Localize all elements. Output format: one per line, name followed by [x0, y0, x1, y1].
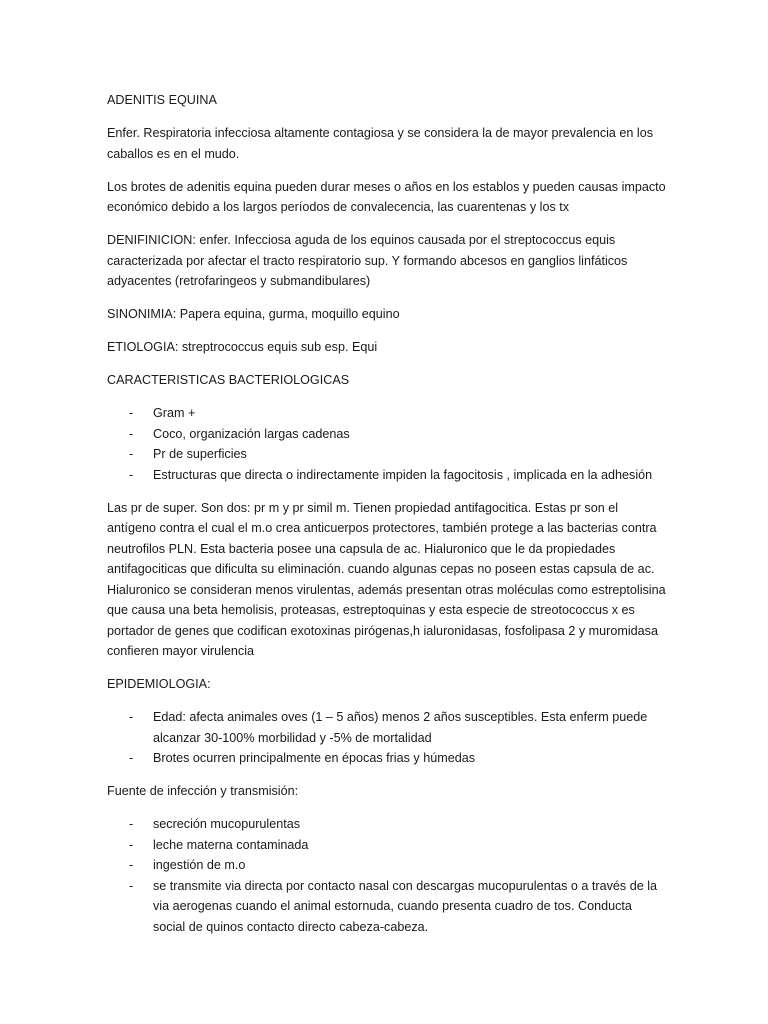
epidemiologia-heading: EPIDEMIOLOGIA:: [107, 677, 211, 691]
dash-bullet: -: [129, 878, 134, 893]
document-page: [107, 90, 667, 950]
proteinas-superficie-paragraph: Las pr de super. Son dos: pr m y pr simil m. Tienen propiedad antifagocitica. Estas pr son el antígeno contra el cual el m.o crea anticuerpos protectores, también protege a las bacterias contra neutrofilos PLN. Esta bacteria posee una capsula de ac. Hialuronico que le da propiedades antifagociticas que dificulta su eliminación. cuando algunas cepas no poseen estas capsula de ac. Hialuronico se consideran menos virulentas, además presentan otras moléculas como estreptolisina que causa una beta hemolisis, proteasas, estreptoquinas y esta especie de streotococcus x es portador de genes que codifican exotoxinas pirógenas,h ialuronidasas, fosfolipasa 2 y muromidasa confieren mayor virulencia: [107, 500, 666, 658]
list-item: [107, 424, 667, 445]
list-item: [107, 707, 667, 748]
caracteristicas-list: [107, 403, 667, 485]
dash-bullet: -: [129, 837, 134, 852]
sinonimia-paragraph: SINONIMIA: Papera equina, gurma, moquillo equino: [107, 307, 400, 321]
intro-paragraph: Enfer. Respiratoria infecciosa altamente contagiosa y se considera la de mayor prevalencia en los caballos es en el mudo.: [107, 126, 654, 161]
list-item-text: secreción mucopurulentas: [153, 817, 301, 831]
list-item-text: Gram +: [153, 406, 196, 420]
list-item-text: Estructuras que directa o indirectamente impiden la fagocitosis , implicada en la adhesión: [153, 467, 653, 482]
list-item: [107, 876, 667, 938]
fuente-heading: Fuente de infección y transmisión:: [107, 784, 299, 798]
list-item-text: Edad: afecta animales oves (1 – 5 años) menos 2 años susceptibles. Esta enferm puede alcanzar 30-100% morbilidad y -5% de mortalidad: [153, 710, 648, 745]
dash-bullet: -: [129, 426, 134, 441]
dash-bullet: -: [129, 406, 134, 420]
etiologia-paragraph: ETIOLOGIA: streptrococcus equis sub esp. Equi: [107, 340, 378, 354]
list-item: [107, 855, 667, 876]
dash-bullet: -: [129, 447, 134, 461]
list-item-text: Brotes ocurren principalmente en épocas frias y húmedas: [153, 751, 476, 765]
list-item: [107, 403, 667, 424]
dash-bullet: -: [129, 858, 134, 872]
dash-bullet: -: [129, 467, 134, 482]
epidemiologia-list: [107, 707, 667, 769]
fuente-list: [107, 814, 667, 937]
brotes-paragraph: Los brotes de adenitis equina pueden durar meses o años en los establos y pueden causas impacto económico debido a los largos períodos de convalecencia, las cuarentenas y los tx: [107, 179, 666, 214]
caracteristicas-heading: CARACTERISTICAS BACTERIOLOGICAS: [107, 373, 350, 387]
list-item: [107, 748, 667, 769]
list-item-text: Pr de superficies: [153, 447, 247, 461]
list-item-text: Coco, organización largas cadenas: [153, 426, 350, 441]
list-item: [107, 465, 667, 486]
dash-bullet: -: [129, 710, 134, 724]
list-item: [107, 444, 667, 465]
definicion-paragraph: DENIFINICION: enfer. Infecciosa aguda de los equinos causada por el streptococcus equis caracterizada por afectar el tracto respiratorio sup. Y formando abcesos en ganglios linfáticos adyacentes (retrofaringeos y submandibulares): [107, 233, 628, 288]
list-item-text: se transmite via directa por contacto nasal con descargas mucopurulentas o a través de la via aerogenas cuando el animal estornuda, cuando presenta cuadro de tos. Conducta social de quinos contacto directo cabeza-cabeza.: [153, 878, 658, 934]
document-title: ADENITIS EQUINA: [107, 93, 217, 107]
dash-bullet: -: [129, 817, 134, 831]
list-item: [107, 814, 667, 835]
list-item: [107, 835, 667, 856]
list-item-text: leche materna contaminada: [153, 837, 309, 852]
dash-bullet: -: [129, 751, 134, 765]
list-item-text: ingestión de m.o: [153, 858, 246, 872]
